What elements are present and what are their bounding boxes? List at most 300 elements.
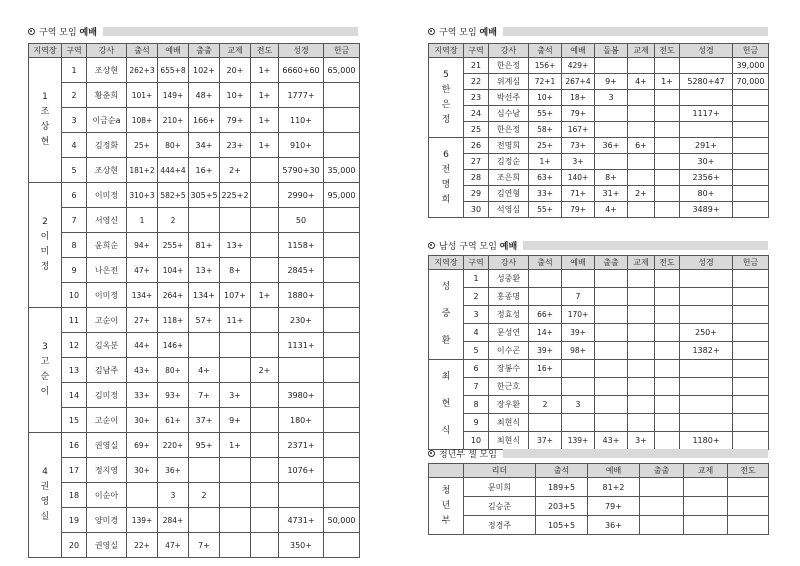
section-title-bold: 예배 (479, 27, 497, 38)
table-cell (251, 383, 279, 408)
group-label-char: 4 (42, 467, 48, 477)
table-cell: 1880+ (279, 283, 324, 308)
table-cell (684, 497, 728, 516)
table-cell: 27 (464, 154, 489, 170)
table-cell: 139+ (562, 432, 595, 450)
table-cell: 146+ (158, 333, 189, 358)
table-cell: 김연형 (489, 186, 529, 202)
table-cell: 35,000 (324, 158, 360, 183)
table-cell (529, 288, 562, 306)
table-row (29, 83, 360, 108)
table-cell (220, 508, 251, 533)
table-cell: 19 (62, 508, 87, 533)
table-row (429, 106, 769, 122)
table-cell (324, 533, 360, 558)
table-cell: 39+ (529, 342, 562, 360)
table-cell: 정지영 (87, 458, 127, 483)
table-cell: 정경주 (464, 516, 536, 535)
group-label-char: 이 (40, 232, 50, 242)
table-cell (628, 396, 655, 414)
table-cell (733, 360, 769, 378)
table-row (29, 308, 360, 333)
table-row (429, 360, 769, 378)
column-header: 성경 (680, 256, 733, 270)
table-cell: 95,000 (324, 183, 360, 208)
table-cell: 8 (464, 396, 489, 414)
table-cell: 95+ (189, 433, 220, 458)
table-cell: 조은희 (489, 170, 529, 186)
group-label-char: 최 (441, 372, 451, 382)
table-cell: 305+5 (189, 183, 220, 208)
table-cell: 1777+ (279, 83, 324, 108)
group-label-char (429, 385, 463, 397)
table-cell: 1158+ (279, 233, 324, 258)
table-cell: 김정화 (87, 133, 127, 158)
column-header: 지역장 (429, 44, 464, 58)
column-header: 전도 (655, 256, 680, 270)
bullet-icon (428, 450, 435, 457)
table-cell: 이순아 (87, 483, 127, 508)
table-row (429, 90, 769, 106)
table-row (29, 133, 360, 158)
table-cell: 350+ (279, 533, 324, 558)
table-cell: 71+ (562, 186, 595, 202)
table-cell: 79+ (588, 497, 640, 516)
column-header: 출출 (640, 464, 684, 478)
table-cell: 9 (464, 414, 489, 432)
table-cell: 6+ (628, 138, 655, 154)
header-row (429, 44, 769, 58)
table-cell (628, 324, 655, 342)
table-cell: 27+ (127, 308, 158, 333)
table-cell (655, 122, 680, 138)
table-cell (251, 308, 279, 333)
table-cell (655, 414, 680, 432)
table-cell (655, 288, 680, 306)
table-cell (655, 170, 680, 186)
column-header: 교제 (220, 44, 251, 58)
table-cell: 13+ (220, 233, 251, 258)
table-cell: 김승준 (464, 497, 536, 516)
table-cell: 김정순 (489, 154, 529, 170)
group-label-char: 성 (441, 282, 451, 292)
table-cell: 33+ (127, 383, 158, 408)
table-cell: 20 (62, 533, 87, 558)
column-header: 교제 (684, 464, 728, 478)
group-label-char: 년 (441, 500, 451, 511)
group-label-char (429, 322, 463, 334)
section-title-text: 구역 모임 (39, 27, 77, 38)
section-title-bold: 예배 (499, 241, 518, 252)
column-header: 성경 (279, 44, 324, 58)
table-cell: 291+ (680, 138, 733, 154)
table-cell: 55+ (529, 106, 562, 122)
table-cell: 220+ (158, 433, 189, 458)
table-cell: 15 (62, 408, 87, 433)
table-cell: 1+ (251, 108, 279, 133)
table-cell: 255+ (158, 233, 189, 258)
table-cell (189, 333, 220, 358)
table-cell: 최현식 (489, 414, 529, 432)
table-cell: 108+ (127, 108, 158, 133)
table-cell (251, 158, 279, 183)
group-label-char (429, 412, 463, 424)
table-cell (733, 270, 769, 288)
table-cell: 4 (62, 133, 87, 158)
table-cell: 48+ (189, 83, 220, 108)
bullet-icon (28, 28, 35, 35)
column-header: 출석 (529, 44, 562, 58)
group-leader-cell (429, 270, 464, 360)
group-leader-cell (429, 360, 464, 450)
table-cell (680, 414, 733, 432)
table-row (429, 306, 769, 324)
group-leader-cell (29, 183, 62, 308)
table-cell: 73+ (562, 138, 595, 154)
table-cell: 66+ (529, 306, 562, 324)
table-cell (324, 383, 360, 408)
group-label-char: 중 (441, 309, 451, 319)
table-cell: 1131+ (279, 333, 324, 358)
table-row (429, 270, 769, 288)
table-cell: 230+ (279, 308, 324, 333)
table-cell: 8+ (220, 258, 251, 283)
table-cell (251, 508, 279, 533)
table-cell: 나은전 (87, 258, 127, 283)
table-cell: 65,000 (324, 58, 360, 83)
table-cell: 1+ (251, 133, 279, 158)
right-worship-table (428, 43, 769, 218)
table-cell (595, 58, 628, 74)
table-row (429, 202, 769, 218)
table-cell: 6 (464, 360, 489, 378)
table-cell (595, 378, 628, 396)
table-cell (529, 378, 562, 396)
table-cell (655, 360, 680, 378)
table-cell: 104+ (158, 258, 189, 283)
table-cell: 110+ (279, 108, 324, 133)
table-cell: 김남주 (87, 358, 127, 383)
group-label-char: 전 (441, 164, 451, 175)
column-header: 돌봄 (595, 44, 628, 58)
table-cell: 267+4 (562, 74, 595, 90)
table-cell: 80+ (158, 358, 189, 383)
table-row (429, 497, 769, 516)
table-cell: 189+5 (536, 478, 588, 497)
table-cell: 81+ (189, 233, 220, 258)
table-cell: 22+ (127, 533, 158, 558)
table-cell (680, 288, 733, 306)
table-cell (655, 342, 680, 360)
table-row (29, 58, 360, 83)
table-cell (189, 458, 220, 483)
table-cell (655, 154, 680, 170)
table-row (429, 342, 769, 360)
table-cell: 1+ (251, 83, 279, 108)
table-cell: 2 (464, 288, 489, 306)
table-cell (733, 122, 769, 138)
table-cell: 1180+ (680, 432, 733, 450)
group-label-char: 실 (40, 512, 50, 522)
column-header: 헌금 (733, 44, 769, 58)
table-cell (279, 483, 324, 508)
table-cell (733, 378, 769, 396)
table-cell: 70,000 (733, 74, 769, 90)
table-cell: 910+ (279, 133, 324, 158)
table-cell: 21 (464, 58, 489, 74)
table-cell (655, 138, 680, 154)
bullet-icon (428, 242, 435, 249)
table-cell: 102+ (189, 58, 220, 83)
table-cell: 79+ (220, 108, 251, 133)
table-cell: 16+ (189, 158, 220, 183)
table-cell: 93+ (158, 383, 189, 408)
column-header: 구역 (464, 256, 489, 270)
table-cell: 36+ (595, 138, 628, 154)
table-cell (324, 408, 360, 433)
column-header: 성경 (680, 44, 733, 58)
table-cell (680, 270, 733, 288)
column-header: 리더 (464, 464, 536, 478)
table-cell: 권영실 (87, 533, 127, 558)
table-cell (127, 483, 158, 508)
table-cell: 81+2 (588, 478, 640, 497)
table-cell (562, 270, 595, 288)
table-cell: 문성연 (489, 324, 529, 342)
table-cell: 23 (464, 90, 489, 106)
table-cell: 정효성 (489, 306, 529, 324)
table-cell: 이수곤 (489, 342, 529, 360)
group-label-char: 청 (441, 485, 451, 496)
table-row (29, 258, 360, 283)
column-header: 강사 (489, 44, 529, 58)
table-row (429, 414, 769, 432)
group-label-char: 조 (40, 107, 50, 117)
table-cell: 7+ (189, 533, 220, 558)
group-label-char: 1 (42, 92, 48, 102)
table-cell: 134+ (189, 283, 220, 308)
column-header: 예배 (158, 44, 189, 58)
table-cell: 310+3 (127, 183, 158, 208)
table-row (429, 324, 769, 342)
table-cell (628, 270, 655, 288)
table-cell: 210+ (158, 108, 189, 133)
table-cell: 10 (62, 283, 87, 308)
column-header: 출석 (536, 464, 588, 478)
table-cell (324, 308, 360, 333)
table-cell: 이미정 (87, 183, 127, 208)
column-header: 강사 (87, 44, 127, 58)
table-cell: 25+ (127, 133, 158, 158)
table-cell: 3+ (220, 383, 251, 408)
table-cell: 28 (464, 170, 489, 186)
table-cell (595, 342, 628, 360)
table-cell: 3 (562, 396, 595, 414)
table-cell: 118+ (158, 308, 189, 333)
table-cell (728, 516, 769, 535)
table-row (429, 122, 769, 138)
table-cell: 47+ (158, 533, 189, 558)
table-row (29, 333, 360, 358)
table-row (429, 74, 769, 90)
table-cell (655, 202, 680, 218)
table-cell (251, 483, 279, 508)
table-cell (655, 378, 680, 396)
title-bar (523, 241, 768, 250)
table-cell: 위계심 (489, 74, 529, 90)
table-cell: 3 (158, 483, 189, 508)
group-label-char: 식 (441, 426, 451, 436)
table-cell: 250+ (680, 324, 733, 342)
column-header: 출석 (127, 44, 158, 58)
table-cell: 26 (464, 138, 489, 154)
table-cell: 167+ (562, 122, 595, 138)
table-cell: 6 (62, 183, 87, 208)
table-cell: 이금순a (87, 108, 127, 133)
table-cell: 2 (158, 208, 189, 233)
group-label-char: 미 (40, 247, 50, 257)
table-cell (324, 133, 360, 158)
group-label-char: 현 (40, 137, 50, 147)
table-cell: 2 (189, 483, 220, 508)
table-cell (324, 233, 360, 258)
table-cell (562, 414, 595, 432)
table-cell (595, 414, 628, 432)
table-cell (680, 90, 733, 106)
group-label-char: 부 (441, 515, 451, 526)
table-cell: 30 (464, 202, 489, 218)
group-label-char: 5 (443, 69, 449, 80)
table-cell: 29 (464, 186, 489, 202)
table-cell (251, 458, 279, 483)
table-cell: 264+ (158, 283, 189, 308)
table-cell: 37+ (529, 432, 562, 450)
table-cell: 3 (464, 306, 489, 324)
table-cell (251, 533, 279, 558)
table-cell: 3+ (628, 432, 655, 450)
table-cell: 2 (62, 83, 87, 108)
table-cell (733, 342, 769, 360)
group-label-char: 한 (441, 84, 451, 95)
table-row (429, 516, 769, 535)
table-cell: 4+ (189, 358, 220, 383)
table-row (29, 183, 360, 208)
table-cell: 7 (464, 378, 489, 396)
table-cell (220, 208, 251, 233)
table-row (429, 186, 769, 202)
table-cell: 9+ (595, 74, 628, 90)
table-cell: 50 (279, 208, 324, 233)
table-cell: 최현식 (489, 432, 529, 450)
table-row (29, 108, 360, 133)
table-cell: 6660+60 (279, 58, 324, 83)
table-cell (628, 306, 655, 324)
table-cell: 1+ (655, 74, 680, 90)
header-row (429, 256, 769, 270)
column-header: 교제 (628, 44, 655, 58)
table-cell (251, 333, 279, 358)
table-cell: 72+1 (529, 74, 562, 90)
table-cell (640, 478, 684, 497)
table-cell: 1 (62, 58, 87, 83)
section-title-text: 남성 구역 모임 (439, 241, 497, 252)
corner-cell (429, 464, 464, 478)
table-cell: 225+2 (220, 183, 251, 208)
table-cell: 4731+ (279, 508, 324, 533)
table-cell (220, 358, 251, 383)
table-cell: 180+ (279, 408, 324, 433)
table-cell: 1 (464, 270, 489, 288)
youth-cell-table (428, 463, 769, 535)
table-cell (680, 58, 733, 74)
group-leader-cell (29, 433, 62, 558)
table-cell: 10 (464, 432, 489, 450)
table-cell: 13+ (189, 258, 220, 283)
table-cell (595, 154, 628, 170)
table-cell: 10+ (220, 83, 251, 108)
table-cell: 47+ (127, 258, 158, 283)
table-cell (324, 483, 360, 508)
table-cell: 11+ (220, 308, 251, 333)
table-cell (733, 154, 769, 170)
table-cell: 18+ (562, 90, 595, 106)
table-cell (562, 360, 595, 378)
group-label-char: 은 (441, 99, 451, 110)
table-cell (728, 497, 769, 516)
table-cell (220, 458, 251, 483)
table-cell (279, 358, 324, 383)
table-cell: 14 (62, 383, 87, 408)
column-header: 구역 (62, 44, 87, 58)
table-cell: 이미정 (87, 283, 127, 308)
table-cell: 24 (464, 106, 489, 122)
column-header: 전도 (728, 464, 769, 478)
group-leader-cell (429, 138, 464, 218)
column-header: 지역장 (29, 44, 62, 58)
column-header: 강사 (489, 256, 529, 270)
table-cell: 8+ (595, 170, 628, 186)
table-cell: 2845+ (279, 258, 324, 283)
table-cell: 58+ (529, 122, 562, 138)
column-header: 헌금 (324, 44, 360, 58)
table-cell (628, 58, 655, 74)
table-cell (655, 324, 680, 342)
male-section-title (428, 238, 768, 252)
table-cell (655, 270, 680, 288)
table-cell (680, 360, 733, 378)
table-cell: 166+ (189, 108, 220, 133)
table-cell: 2371+ (279, 433, 324, 458)
column-header: 예배 (562, 256, 595, 270)
table-cell: 1+ (529, 154, 562, 170)
table-cell (251, 433, 279, 458)
table-cell: 4+ (628, 74, 655, 90)
table-cell (640, 497, 684, 516)
table-cell (324, 283, 360, 308)
column-header: 전도 (655, 44, 680, 58)
table-cell: 10+ (529, 90, 562, 106)
table-cell: 34+ (189, 133, 220, 158)
table-cell: 149+ (158, 83, 189, 108)
table-cell (640, 516, 684, 535)
table-cell: 서영신 (87, 208, 127, 233)
table-cell (628, 378, 655, 396)
table-cell: 170+ (562, 306, 595, 324)
table-cell: 1382+ (680, 342, 733, 360)
group-label-char: 영 (40, 497, 50, 507)
table-cell: 181+2 (127, 158, 158, 183)
table-cell: 31+ (595, 186, 628, 202)
